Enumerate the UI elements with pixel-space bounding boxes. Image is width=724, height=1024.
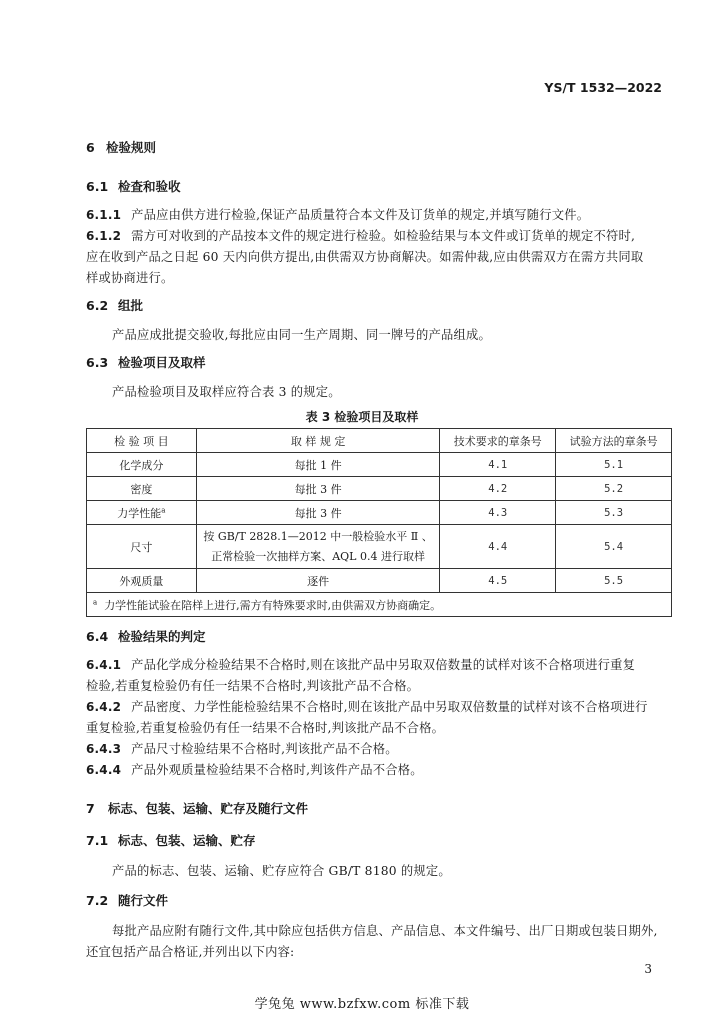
table-row bbox=[87, 477, 672, 501]
section-7-1-heading: 7.1 标志、包装、运输、贮存 bbox=[86, 833, 256, 848]
cell-item: 外观质量 bbox=[87, 569, 197, 593]
footnote-mark: a bbox=[161, 505, 166, 514]
clause-6-3-text: 产品检验项目及取样应符合表 3 的规定。 bbox=[112, 385, 341, 399]
footer-watermark[interactable]: 学兔兔 www.bzfxw.com 标准下载 bbox=[254, 997, 470, 1012]
cell-method: 5.3 bbox=[556, 501, 672, 525]
clause-6-1-2-line2: 应在收到产品之日起 60 天内向供方提出,由供需双方协商解决。如需仲裁,应由供需双方在需方共同取 bbox=[86, 250, 644, 264]
clause-6-1-2: 6.1.2 需方可对收到的产品按本文件的规定进行检验。如检验结果与本文件或订货单的规定不符时, bbox=[86, 229, 636, 243]
cell-item: 力学性能$^a$ bbox=[87, 501, 197, 525]
standard-code: YS/T 1532—2022 bbox=[544, 80, 662, 95]
table-row bbox=[87, 453, 672, 477]
cell-req: 4.4 bbox=[440, 525, 556, 569]
table-row bbox=[87, 525, 672, 569]
cell-req: 4.5 bbox=[440, 569, 556, 593]
cell-item: 尺寸 bbox=[87, 525, 197, 569]
cell-rule: 按 GB/T 2828.1—2012 中一般检验水平 Ⅱ 、 正常检验一次抽样方案、AQL 0.4 进行取样 bbox=[196, 525, 440, 569]
table-footnote: $^a$ 力学性能试验在陪样上进行,需方有特殊要求时,由供需双方协商确定。 bbox=[87, 593, 672, 617]
cell-req: 4.1 bbox=[440, 453, 556, 477]
cell-req: 4.3 bbox=[440, 501, 556, 525]
cell-method: 5.4 bbox=[556, 525, 672, 569]
section-6-heading: 6 检验规则 bbox=[86, 140, 157, 155]
clause-6-4-1: 6.4.1 产品化学成分检验结果不合格时,则在该批产品中另取双倍数量的试样对该不合格项进行重复 bbox=[86, 658, 636, 672]
clause-7-1-text: 产品的标志、包装、运输、贮存应符合 GB/T 8180 的规定。 bbox=[112, 864, 451, 878]
cell-rule: 每批 3 件 bbox=[196, 501, 440, 525]
table-footnote-row bbox=[87, 593, 672, 617]
header-rule: 取 样 规 定 bbox=[196, 429, 440, 453]
clause-6-1-2-line3: 样或协商进行。 bbox=[86, 271, 174, 285]
table-row bbox=[87, 501, 672, 525]
cell-method: 5.5 bbox=[556, 569, 672, 593]
table-row bbox=[87, 569, 672, 593]
header-req: 技术要求的章条号 bbox=[440, 429, 556, 453]
cell-item: 化学成分 bbox=[87, 453, 197, 477]
header-method: 试验方法的章条号 bbox=[556, 429, 672, 453]
section-6-4-heading: 6.4 检验结果的判定 bbox=[86, 629, 206, 644]
section-6-2-heading: 6.2 组批 bbox=[86, 298, 144, 313]
section-7-2-heading: 7.2 随行文件 bbox=[86, 893, 169, 908]
table-header-row bbox=[87, 429, 672, 453]
inspection-table bbox=[86, 428, 672, 617]
section-6-1-heading: 6.1 检查和验收 bbox=[86, 179, 181, 194]
cell-rule: 每批 1 件 bbox=[196, 453, 440, 477]
cell-req: 4.2 bbox=[440, 477, 556, 501]
clause-6-4-1-line2: 检验,若重复检验仍有任一结果不合格时,判该批产品不合格。 bbox=[86, 679, 420, 693]
cell-method: 5.2 bbox=[556, 477, 672, 501]
cell-method: 5.1 bbox=[556, 453, 672, 477]
clause-6-2-text: 产品应成批提交验收,每批应由同一生产周期、同一牌号的产品组成。 bbox=[112, 328, 492, 342]
section-6-3-heading: 6.3 检验项目及取样 bbox=[86, 355, 206, 370]
clause-7-2-line2: 还宜包括产品合格证,并列出以下内容: bbox=[86, 945, 295, 959]
clause-6-4-2-line2: 重复检验,若重复检验仍有任一结果不合格时,判该批产品不合格。 bbox=[86, 721, 445, 735]
header-item: 检 验 项 目 bbox=[87, 429, 197, 453]
clause-7-2-line1: 每批产品应附有随行文件,其中除应包括供方信息、产品信息、本文件编号、出厂日期或包装日期外, bbox=[112, 924, 658, 938]
clause-6-4-2: 6.4.2 产品密度、力学性能检验结果不合格时,则在该批产品中另取双倍数量的试样对该不合格项进行 bbox=[86, 700, 648, 714]
cell-rule: 每批 3 件 bbox=[196, 477, 440, 501]
cell-rule: 逐件 bbox=[196, 569, 440, 593]
page-number: 3 bbox=[644, 962, 652, 976]
clause-6-4-3: 6.4.3 产品尺寸检验结果不合格时,判该批产品不合格。 bbox=[86, 742, 398, 756]
clause-6-1-1: 6.1.1 产品应由供方进行检验,保证产品质量符合本文件及订货单的规定,并填写随行文件。 bbox=[86, 208, 590, 222]
clause-6-4-4: 6.4.4 产品外观质量检验结果不合格时,判该件产品不合格。 bbox=[86, 763, 423, 777]
cell-item: 密度 bbox=[87, 477, 197, 501]
table-caption: 表 3 检验项目及取样 bbox=[305, 410, 419, 424]
section-7-heading: 7 标志、包装、运输、贮存及随行文件 bbox=[86, 801, 309, 816]
